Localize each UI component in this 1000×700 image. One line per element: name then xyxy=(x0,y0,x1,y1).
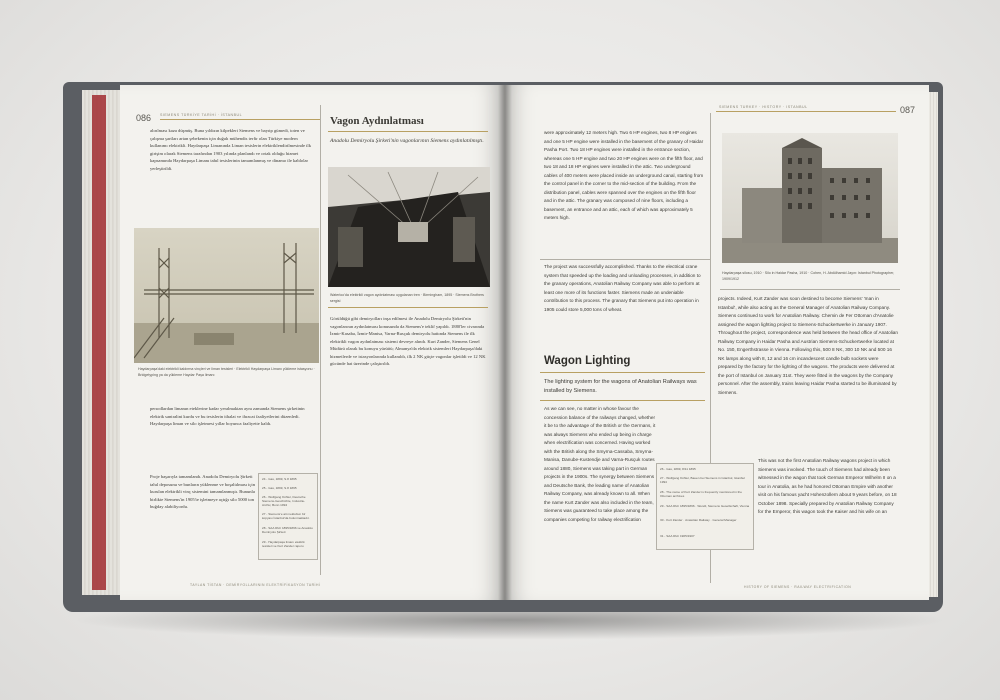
page-footer: TAYLAN TİSTAN · DEMİRYOLLARININ ELEKTRİFİKASYON TARİHİ xyxy=(190,583,321,587)
footnote: 28 - The name of Kurt Zander is frequently mentioned in the Ottoman archives xyxy=(660,490,742,499)
ribbon-marker xyxy=(92,95,106,590)
footnote: 27 - Wolfgang Köhler, Bauen bei Siemens in Istanbul, Istanbul 1994 xyxy=(660,476,745,485)
right-page xyxy=(504,85,929,600)
book-gutter xyxy=(498,85,512,600)
footnote: 26 - Wolfgang Köhler, Deutsche Siemens-Geschichte, Industrie-Archiv, Bonn 1994 xyxy=(262,495,306,508)
page-number: 087 xyxy=(900,105,916,115)
caption-rule xyxy=(720,289,900,290)
page-number: 086 xyxy=(136,113,152,123)
head-rule xyxy=(160,119,320,120)
silo-photo-caption: Haydarpaşa silosu, 1910 · Silo in Haidar Pasha, 1910 · Cohen, H. Abdülhamid Jayın: Istanbul Photographer, 1909/1912 xyxy=(722,271,895,281)
column-divider xyxy=(320,105,321,575)
wagon-interior-photo xyxy=(328,167,490,287)
footnote: 29 - Haydarpaşa limanı elektrik tesisleri ve Kurt Zander raporu xyxy=(262,540,305,549)
running-head: SIEMENS TURKEY · HISTORY · ISTANBUL xyxy=(719,105,808,109)
paragraph-rule xyxy=(540,259,710,260)
body-text-bottom: Proje başarıyla tamamlandı. Anadolu Demiryolu Şirketi tahıl deposunu ve bunların yüklenme ve boşaltılması için kurulan elektrikli vinç sistemini tamamlanmıştı. Bununla birlikte Siemens'in 1905'te işletmeye açtığı silo 5000 ton buğday alabiliyordu. xyxy=(150,474,255,509)
footnote: 27 - Siemens'e ait mektubun bir kopyası İstanbul'da bulunmaktadır. xyxy=(262,512,310,521)
running-head: SIEMENS TÜRKİYE TARİHİ · İSTANBUL xyxy=(160,113,243,117)
footnote: 24 - Gas, 1899, S.8 1895 xyxy=(262,477,297,481)
section-intro-en: The lighting system for the wagons of Anatolian Railways was installed by Siemens. xyxy=(544,379,697,394)
intro-rule xyxy=(540,400,705,401)
body-text-top: were approximately 12 meters high. Two 6 HP engines, two 8 HP engines and one 5 HP engine were installed in the basement of the granary of Haidar Pasha Port. Two 18 HP engines were installed in the entrance section, whereas one 5 HP engine and two 20 HP engines were on the fifth floor, and two 18 and 18 HP engines were installed in the attic. Two underground cables of 400 meters were placed inside an underground canal, starting from the control panel in the corner to the mid-section of the building. From the distribution panel, cables were spanned over the engines on the fifth floor and in the attic. The granary was composed of nine floors, including a basement, an entrance and an attic, each of which was approximately 5 meters high. xyxy=(544,130,704,220)
footnote: 26 - Gas, 1899, 8/11 1895 xyxy=(660,467,696,471)
section-rule xyxy=(328,131,488,132)
right-page-edges xyxy=(928,92,938,597)
section-body-tr: Görüldüğü gibi demiryolları inşa edilmesi ile Anadolu Demiryolu Şirketi'nin vagonlarının aydınlatması konusunda da Siemens'e teklif yapıldı. 1880'ler civarında İzmir-Kasaba, İzmir-Manisa, Varna-Rusçuk demiryolu hattında Siemens ile ilk elektrikli vagon aydınlatması sistemi devreye alındı. Kurt Zander, Siemens Genel Müdürü olarak bu konuyu yürüttü; Almanya'da elektrik sistemleri Haydarpaşa'daki hizmetlerde ve istasyonlarında kullanıldı, ilk 2 NK güçte vagonlar işletildi ve 12 NK gücünde hat üzerinde çalıştırıldı. xyxy=(330,316,486,366)
body-text-top: alırılması kaza düşmüş. Buna yıldızın kilpekleri Siemens ve bayıtp gümedi, toten ve çalışma şartları artan şebekenin için duğalı mühendis terfir olan Türkiye modern kullanımı elektrikli. Haydarpaşa Limanında Liman tesislerin elektriklendirilmesinde ilk girişim olarak Siemens tarafından 1903 yılında planlandı ve ortak olduğu hizmet kapsamında Haydarpaşa Limanı tahıl tesislerinin tamamlanmış ve dinamo ile kablolar yerleştirildi. xyxy=(150,128,311,171)
head-rule xyxy=(716,111,896,112)
footnote: 31 - SAA 8/Lh 1905/1907 xyxy=(660,534,695,538)
page-footer: HISTORY OF SIEMENS · RAILWAY ELECTRIFICATION xyxy=(744,585,852,589)
wagon-photo-caption: Waterloo'da elektrikli vagon aydınlatması uygulanan tren · Birmingham, 1895 · Siemens Brothers sergisi xyxy=(330,293,484,303)
port-photo-caption: Haydarpaşa'daki elektrikli kaldırma vinçleri ve liman tesisleri · Elektrikli Haydarpaşa Limanı yükleme istasyonu · Bridgetyping ya da yükleme Haydar Paşa limanı xyxy=(138,367,315,377)
silo-building-photo xyxy=(722,133,898,263)
left-page xyxy=(120,85,504,600)
section-body-en: As we can see, no matter in whose favour the concession balance of the railways changed, whether it be to the advantage of the British or the Germans, it was always Siemens who ended up being in charge when electrification was concerned. Having worked with the British along the Smyrna-Cassaba, Smyrna-Manisa, Danube-Kustendje and Varna-Rusçuk routes around 1880, Siemens was taking part in German projects in the 1900s. The synergy between Siemens and Deutsche Bank, the leading name of Anatolian Railway Company, was already known to all. When the name Kurt Zander was also included in the team, Siemens was guaranteed to take place among the companies competing for railway electrification xyxy=(544,406,656,522)
body-text-right-top: projects. Indeed, Kurt Zander was soon destined to become Siemens' 'man in Istanbul', while also acting as the General Manager of Anatolian Railway Company. Siemens continued to work for Anatolian Railway. Chemin de Fer Ottoman d'Anatolie assigned the wagon lighting project to Siemens-Schuckertwerke in January 1907. Throughout the project, correspondence was held between the head office of Anatolian Railway Company in Haidar Pasha and Austrian Siemens-Schuckertwerke located at No. 150, Engerthstrasse in Vienna. Following this, 500 8 NK, 300 10 NK and 500 16 NK lamps along with 8, 12 and 16 cm incandescent candle bulb sockets were prepared by the factory for the lighting of the wagons. The products were delivered at the port of Istanbul on January 31st. They were fitted in the wagons by the Company personnel. After the assembly, trains leaving Haidar Pasha started to be illuminated by Siemens. xyxy=(718,296,898,395)
section-title-en: Wagon Lighting xyxy=(544,355,631,367)
footnote: 30 - Kurt Zander · Anatolian Railway · General Manager xyxy=(660,518,737,522)
body-text-right-bottom: This was not the first Anatolian Railway wagons project in which Siemens was involved. The touch of Siemens had already been witnessed in the wagon that took German Emperor Wilhelm II on a tour in Anatolia, as he had honored Ottoman Empire with another visit on his famous yacht Hohenzollern about 9 years before, on 18 October 1898. Specially prepared by Anatolian Railway Company for the Emperor, this wagon took the Kaiser and his wife on an xyxy=(758,458,897,514)
footnote: 29 - SAA 8/Lh 1895/1896 · Wendt, Siemens Gesellschaft, Vienna xyxy=(660,504,750,508)
footnotes-box-left xyxy=(258,473,318,560)
footnotes-box-right xyxy=(656,463,754,550)
body-text-middle: perıodlardan limanın eteklerine kadar yeralmaktan aynı zamanda Siemens şirketinin elektrik santralini kurdu ve bu tesislerin ithalat ve ihracat faaliyetlerini düzenledi. Haydarpaşa liman ve silo işletmesi yıllar boyunca faaliyette kaldı. xyxy=(150,406,305,426)
port-crane-photo xyxy=(134,228,319,363)
footnote: 25 - Gas, 1899, S.8 1895 xyxy=(262,486,297,490)
footnote: 28 - SAA 8/Lh 1895/1896 ve Anadolu Demiryolu Şirketi xyxy=(262,526,313,535)
section-intro-tr: Anadolu Demiryolu Şirketi'nin vagonlarının Siemens aydınlatılmıştı. xyxy=(330,138,484,144)
body-text-middle: The project was successfully accomplished. Thanks to the electrical crane system that speeded up the loading and unloading processes, in addition to the granary operations, Anatolian Railway Company was able to perform at least one more of its functions faster. Siemens made an undeniable contribution to this process. The granary that Siemens put into operation in 1905 could store 5,000 tons of wheat. xyxy=(544,264,701,312)
caption-rule xyxy=(328,307,488,308)
section-rule xyxy=(540,372,705,373)
section-title-tr: Vagon Aydınlatması xyxy=(330,115,424,127)
